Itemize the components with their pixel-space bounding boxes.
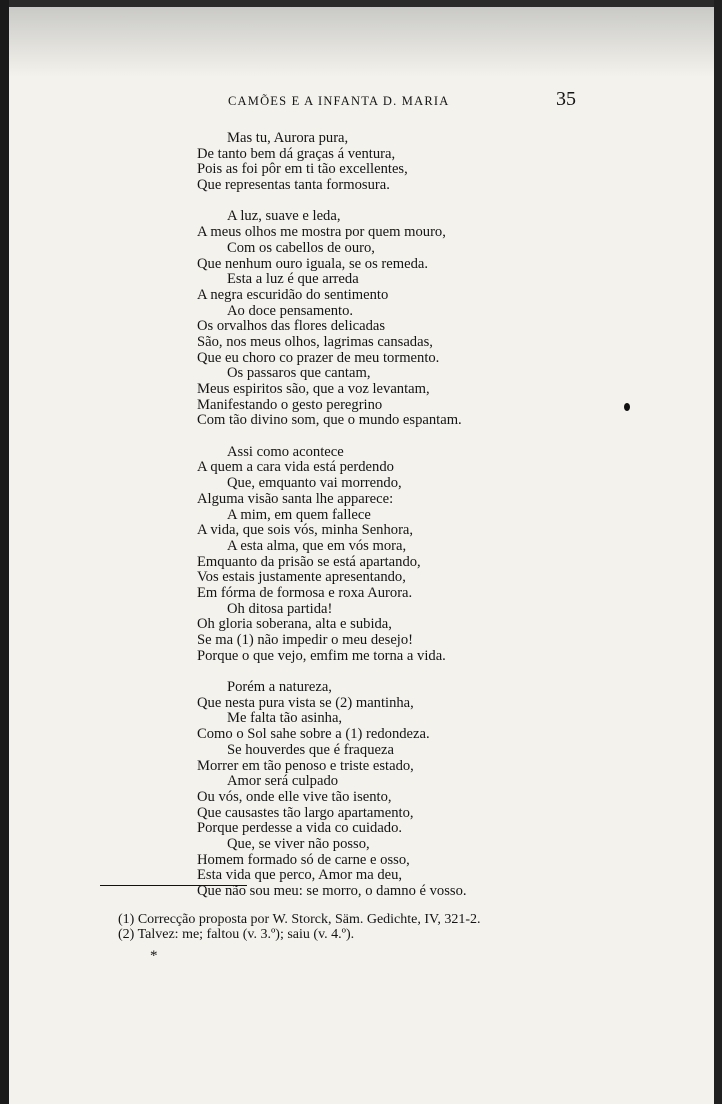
poem-line: A mim, em quem fallece bbox=[227, 506, 371, 523]
poem-line: Me falta tão asinha, bbox=[227, 710, 343, 727]
poem-line: A esta alma, que em vós mora, bbox=[227, 537, 407, 554]
poem-line: Esta a luz é que arreda bbox=[227, 271, 359, 288]
poem-line: Mas tu, Aurora pura, bbox=[227, 130, 349, 146]
stanza-break bbox=[197, 664, 637, 680]
poem-line: Porque o que vejo, emfim me torna a vida. bbox=[197, 647, 446, 664]
poem-line: Que, se viver não posso, bbox=[227, 835, 370, 852]
poem-line: A quem a cara vida está perdendo bbox=[197, 459, 394, 476]
poem-line: A vida, que sois vós, minha Senhora, bbox=[197, 522, 414, 539]
poem-line: Como o Sol sahe sobre a (1) redondeza. bbox=[197, 726, 430, 743]
poem-line: Se houverdes que é fraqueza bbox=[227, 741, 394, 758]
poem-line: Que nenhum ouro iguala, se os remeda. bbox=[197, 255, 428, 272]
footnote: (2) Talvez: me; faltou (v. 3.º); saiu (v. 4.º). bbox=[118, 927, 355, 942]
scan-shadow bbox=[9, 7, 714, 77]
poem-line: Que não sou meu: se morro, o damno é vosso. bbox=[197, 883, 467, 899]
poem-line: Assi como acontece bbox=[227, 443, 344, 460]
poem-line: Oh gloria soberana, alta e subida, bbox=[197, 616, 392, 633]
poem-line: São, nos meus olhos, lagrimas cansadas, bbox=[197, 333, 433, 350]
poem-line: Que, emquanto vai morrendo, bbox=[227, 475, 402, 492]
running-head: CAMÕES E A INFANTA D. MARIA bbox=[228, 94, 450, 108]
poem-line: Com tão divino som, que o mundo espantam. bbox=[197, 412, 462, 429]
poem-line: A negra escuridão do sentimento bbox=[197, 286, 389, 303]
poem-line: Oh ditosa partida! bbox=[227, 600, 333, 617]
poem-line: Emquanto da prisão se está apartando, bbox=[197, 553, 421, 570]
scan-border-right bbox=[714, 0, 722, 1104]
poem-line: Alguma visão santa lhe apparece: bbox=[197, 490, 394, 507]
ink-spot bbox=[624, 403, 630, 411]
asterisk-mark: * bbox=[150, 948, 158, 964]
page-number: 35 bbox=[556, 88, 576, 110]
poem-line: Que causastes tão largo apartamento, bbox=[197, 804, 414, 821]
footnote: (1) Correcção proposta por W. Storck, Säm. Gedichte, IV, 321-2. bbox=[118, 912, 481, 927]
poem-line: Pois as foi pôr em ti tão excellentes, bbox=[197, 161, 408, 178]
poem-line: Manifestando o gesto peregrino bbox=[197, 396, 383, 413]
poem-line: Ou vós, onde elle vive tão isento, bbox=[197, 788, 392, 805]
poem-line: Ao doce pensamento. bbox=[227, 302, 354, 319]
poem-line: Que representas tanta formosura. bbox=[197, 177, 390, 194]
poem-line: Amor será culpado bbox=[227, 773, 339, 790]
poem-line: Os passaros que cantam, bbox=[227, 365, 371, 382]
poem-line: Que nesta pura vista se (2) mantinha, bbox=[197, 694, 414, 711]
poem-line: Porém a natureza, bbox=[227, 679, 332, 696]
footnote-rule bbox=[100, 885, 247, 886]
poem-line: Com os cabellos de ouro, bbox=[227, 239, 375, 256]
poem-line: Que eu choro co prazer de meu tormento. bbox=[197, 349, 440, 366]
poem-line: Porque perdesse a vida co cuidado. bbox=[197, 820, 403, 837]
scan-border-top bbox=[0, 0, 722, 7]
poem-line: Se ma (1) não impedir o meu desejo! bbox=[197, 632, 414, 648]
poem-line: A luz, suave e leda, bbox=[227, 208, 341, 225]
poem-line: A meus olhos me mostra por quem mouro, bbox=[197, 224, 446, 241]
poem-line: Homem formado só de carne e osso, bbox=[197, 851, 410, 868]
poem-line: Em fórma de formosa e roxa Aurora. bbox=[197, 584, 413, 601]
poem-line: Vos estais justamente apresentando, bbox=[197, 569, 406, 586]
stanza-break bbox=[197, 429, 637, 445]
poem-line: Os orvalhos das flores delicadas bbox=[197, 318, 386, 335]
scan-border-left bbox=[0, 0, 9, 1104]
poem-line: Esta vida que perco, Amor ma deu, bbox=[197, 867, 403, 884]
stanza-break bbox=[197, 194, 637, 210]
poem-text bbox=[197, 131, 637, 900]
poem-line: Meus espiritos são, que a voz levantam, bbox=[197, 381, 430, 397]
poem-line: De tanto bem dá graças á ventura, bbox=[197, 145, 396, 162]
footnotes bbox=[118, 912, 481, 942]
poem-line: Morrer em tão penoso e triste estado, bbox=[197, 757, 414, 774]
